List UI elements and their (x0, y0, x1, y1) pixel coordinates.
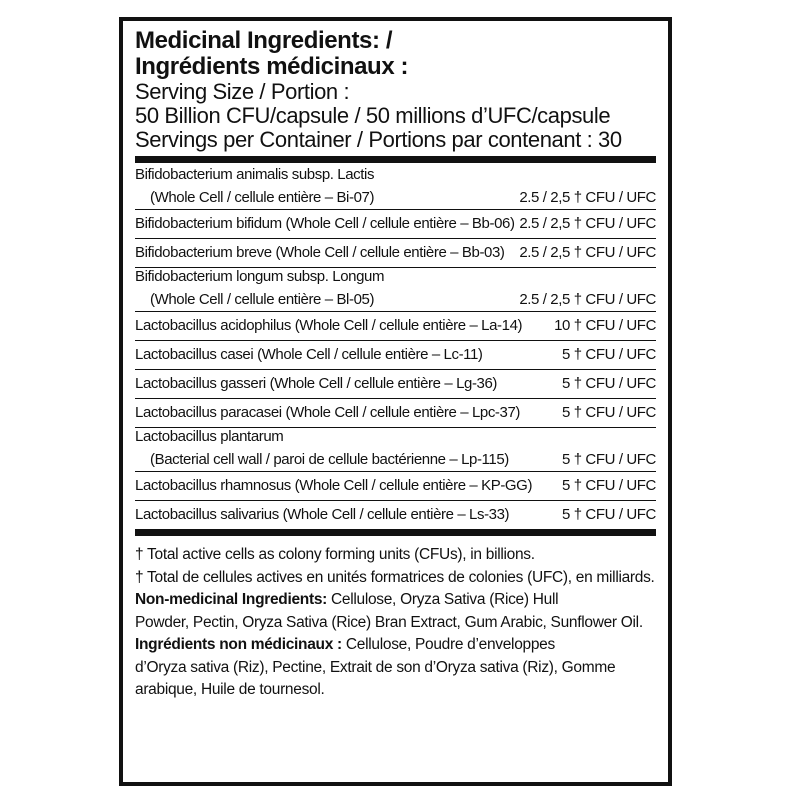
ingredient-name: Bifidobacterium longum subsp. Longum (135, 268, 385, 285)
ingredient-name: Lactobacillus salivarius (Whole Cell / cellule entière – Ls-33) (135, 506, 510, 523)
serving-size: Serving Size / Portion : (135, 79, 350, 104)
ingredient-strain: (Whole Cell / cellule entière – Bi-07) (150, 189, 375, 206)
ingredient-name: Lactobacillus casei (Whole Cell / cellule entière – Lc-11) (135, 346, 483, 363)
ingredient-row (135, 210, 656, 239)
ingredient-amount: 5 † CFU / UFC (562, 346, 656, 363)
ingredient-amount: 5 † CFU / UFC (562, 477, 656, 494)
header-divider (135, 156, 656, 163)
ingredient-name: Lactobacillus paracasei (Whole Cell / cellule entière – Lpc-37) (135, 404, 521, 421)
label-header (135, 21, 656, 152)
table-bottom-divider (135, 529, 656, 536)
title-line-fr: Ingrédients médicinaux : (135, 53, 409, 80)
ingredient-row (135, 370, 656, 399)
ingredient-name: Lactobacillus acidophilus (Whole Cell / cellule entière – La-14) (135, 317, 523, 334)
nonmedicinal-fr (135, 634, 656, 657)
ingredient-amount: 5 † CFU / UFC (562, 506, 656, 523)
ingredient-amount: 2.5 / 2,5 † CFU / UFC (519, 291, 656, 308)
ingredient-row (135, 428, 656, 472)
nonmedicinal-en-text: Cellulose, Oryza Sativa (Rice) Hull (327, 591, 559, 608)
nonmedicinal-en-cont: Powder, Pectin, Oryza Sativa (Rice) Bran Extract, Gum Arabic, Sunflower Oil. (135, 613, 643, 631)
ingredient-name: Lactobacillus gasseri (Whole Cell / cellule entière – Lg-36) (135, 375, 498, 392)
ingredient-amount: 5 † CFU / UFC (562, 404, 656, 421)
ingredient-amount: 2.5 / 2,5 † CFU / UFC (519, 189, 656, 206)
ingredient-row (135, 312, 656, 341)
cfu-per-capsule: 50 Billion CFU/capsule / 50 millions d’UFC/capsule (135, 103, 611, 128)
ingredient-amount: 5 † CFU / UFC (562, 451, 656, 468)
ingredient-row (135, 472, 656, 501)
ingredient-strain: (Whole Cell / cellule entière – Bl-05) (150, 291, 375, 308)
ingredient-row (135, 399, 656, 428)
ingredient-name: Lactobacillus rhamnosus (Whole Cell / cellule entière – KP-GG) (135, 477, 533, 494)
ingredient-name: Lactobacillus plantarum (135, 428, 284, 445)
title-line-en: Medicinal Ingredients: / (135, 27, 393, 54)
ingredient-row (135, 166, 656, 210)
ingredient-row (135, 268, 656, 312)
footnote-fr: † Total de cellules actives en unités formatrices de colonies (UFC), en milliards. (135, 568, 655, 586)
ingredient-name: Bifidobacterium breve (Whole Cell / cellule entière – Bb-03) (135, 244, 505, 261)
ingredient-amount: 2.5 / 2,5 † CFU / UFC (519, 244, 656, 261)
ingredient-name: Bifidobacterium animalis subsp. Lactis (135, 166, 375, 183)
servings-per-container: Servings per Container / Portions par contenant : 30 (135, 127, 622, 152)
ingredient-row (135, 341, 656, 370)
nonmedicinal-fr-cont: d’Oryza sativa (Riz), Pectine, Extrait de son d’Oryza sativa (Riz), Gomme (135, 658, 616, 676)
footnote-en: † Total active cells as colony forming units (CFUs), in billions. (135, 546, 535, 563)
ingredient-row (135, 239, 656, 268)
ingredient-amount: 5 † CFU / UFC (562, 375, 656, 392)
nonmedicinal-fr-cont2: arabique, Huile de tournesol. (135, 681, 325, 698)
ingredient-name: Bifidobacterium bifidum (Whole Cell / cellule entière – Bb-06) (135, 215, 515, 232)
nonmedicinal-en-label: Non-medicinal Ingredients: (135, 591, 327, 608)
ingredient-row (135, 501, 656, 530)
ingredient-amount: 2.5 / 2,5 † CFU / UFC (519, 215, 656, 232)
ingredient-amount: 10 † CFU / UFC (554, 317, 656, 334)
label-footer (135, 536, 656, 702)
nonmedicinal-fr-label: Ingrédients non médicinaux : (135, 636, 342, 653)
ingredient-strain: (Bacterial cell wall / paroi de cellule bactérienne – Lp-115) (150, 451, 509, 468)
ingredients-label-panel (119, 17, 672, 786)
nonmedicinal-en (135, 589, 656, 612)
nonmedicinal-fr-text: Cellulose, Poudre d’enveloppes (341, 636, 555, 653)
ingredient-table (135, 163, 656, 530)
